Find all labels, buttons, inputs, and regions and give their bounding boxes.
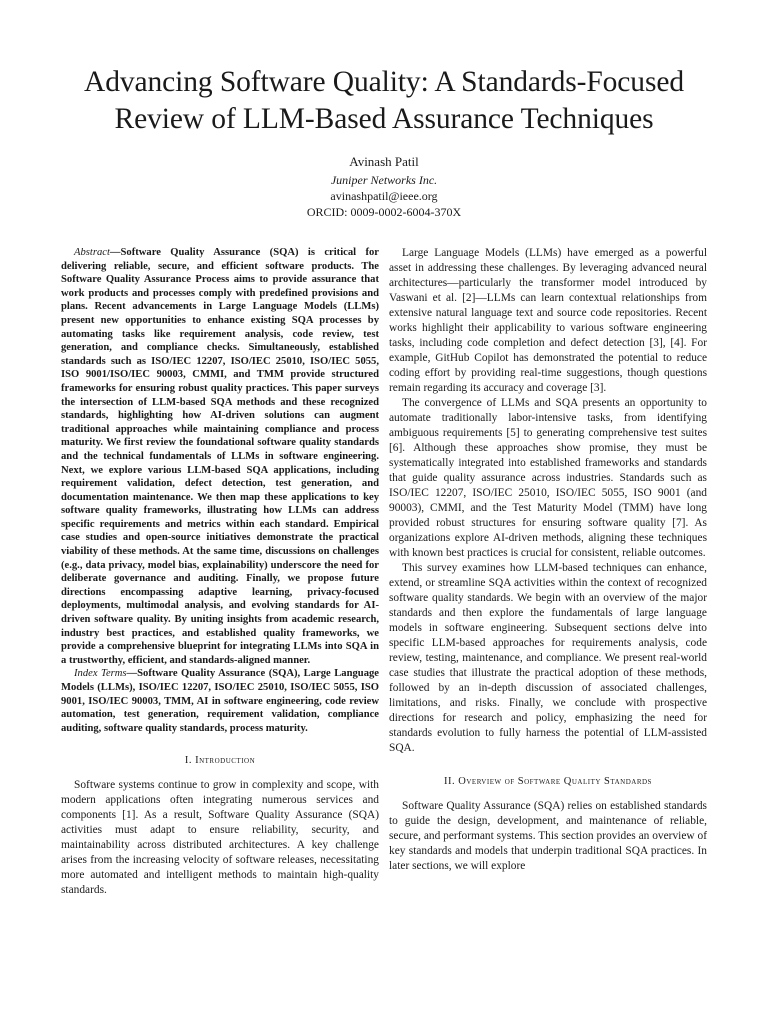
intro-paragraph-4: This survey examines how LLM-based techniques can enhance, extend, or streamline SQA activities within the context of recognized software quality standards. We begin with an overview of the major standards and then explore the fundamentals of large language models in software engineering. Subsequent sections delve into specific LLM-based approaches for requirements analysis, code review, testing, maintenance, and compliance. We present real-world case studies that illustrate the practical adoption of these methods, followed by an in-depth discussion of associated challenges, limitations, and risks. Finally, we conclude with prospective directions for research and policy, emphasizing the need for standards evolution to fully harness the potential of LLM-assisted SQA. <box>389 562 707 754</box>
abstract-text: —Software Quality Assurance (SQA) is critical for delivering reliable, secure, and efficient software products. The Software Quality Assurance Process aims to provide assurance that work products and processes comply with predefined provisions and plans. Recent advancements in Large Language Models (LLMs) present new opportunities to enhance existing SQA processes by automating tasks like requirement analysis, code review, test generation, and compliance checks. Simultaneously, established standards such as ISO/IEC 12207, ISO/IEC 25010, ISO/IEC 5055, ISO 9001/ISO/IEC 90003, CMMI, and TMM provide structured frameworks for ensuring robust quality practices. This paper surveys the intersection of LLM-based SQA methods and these recognized standards, highlighting how AI-driven solutions can augment traditional approaches while maintaining compliance and process maturity. We first review the foundational software quality standards and the technical fundamentals of LLMs in software engineering. Next, we explore various LLM-based SQA applications, including requirement validation, defect detection, test generation, and documentation maintenance. We then map these applications to key software quality frameworks, illustrating how LLMs can address specific requirements and metrics within each standard. Empirical case studies and open-source initiatives demonstrate the practical viability of these methods. At the same time, discussions on challenges (e.g., data privacy, model bias, explainability) underscore the need for deliberate governance and auditing. Finally, we propose future directions encompassing adaptive learning, privacy-focused deployments, multimodal analysis, and evolving standards for AI-driven software quality. By uniting insights from academic research, industry best practices, and established quality frameworks, we provide a comprehensive blueprint for integrating LLMs into SQA in a trustworthy, efficient, and standards-aligned manner. <box>61 247 379 666</box>
intro-paragraph-3: The convergence of LLMs and SQA presents an opportunity to automate traditionally labor-intensive tasks, from identifying ambiguous requirements [5] to generating comprehensive test suites [6]. Although these approaches show promise, they must be systematically integrated into established frameworks and standards that guide quality assurance across industries. Standards such as ISO/IEC 12207, ISO/IEC 25010, ISO/IEC 5055, ISO 9001 (and 90003), CMMI, and the Test Maturity Model (TMM) have long provided robust structures for ensuring software quality [7]. As organizations explore AI-driven methods, aligning these techniques with known best practices is crucial for consistent, reliable outcomes. <box>389 397 707 559</box>
section-number: I. <box>184 755 192 767</box>
left-column <box>61 246 379 898</box>
intro-paragraph-1: Software systems continue to grow in complexity and scope, with modern applications often integrating numerous services and components [1]. As a result, Software Quality Assurance (SQA) activities must adapt to ensure reliability, security, and maintainability across distributed architectures. A key challenge arises from the increasing velocity of software releases, necessitating more automated and intelligent methods to maintain high-quality standards. <box>61 779 379 897</box>
author-name: Avinash Patil <box>349 154 419 169</box>
paper-title: Advancing Software Quality: A Standards-Focused Review of LLM-Based Assurance Techniques <box>84 66 684 135</box>
author-email: avinashpatil@ieee.org <box>330 189 438 203</box>
right-column <box>389 246 707 874</box>
intro-paragraph-2: Large Language Models (LLMs) have emerged as a powerful asset in addressing these challenges. By leveraging advanced neural architectures—particularly the transformer model introduced by Vaswani et al. [2]—LLMs can learn contextual relationships from extensive natural language text and source code repositories. Recent works highlight their applicability to various software engineering tasks, including code completion and defect detection [3], [4]. For example, GitHub Copilot has demonstrated the potential to reduce coding effort by providing real-time suggestions, though questions remain regarding its accuracy and coverage [3]. <box>389 247 707 394</box>
abstract <box>61 246 379 667</box>
abstract-label: Abstract <box>74 247 110 258</box>
author-block <box>0 154 768 220</box>
section-title: Introduction <box>195 755 256 767</box>
index-terms-label: Index Terms <box>74 668 127 680</box>
section-number: II. <box>444 776 456 787</box>
section-heading-overview <box>389 774 707 789</box>
author-orcid: ORCID: 0009-0002-6004-370X <box>306 205 462 219</box>
overview-paragraph-1: Software Quality Assurance (SQA) relies on established standards to guide the design, development, and maintenance of reliable, secure, and performant systems. This section provides an overview of key standards and models that underpin traditional SQA practices. In later sections, we will explore <box>389 800 707 872</box>
section-title: Overview of Software Quality Standards <box>458 776 652 787</box>
author-affiliation: Juniper Networks Inc. <box>330 173 438 187</box>
index-terms <box>61 667 379 735</box>
section-heading-introduction <box>61 753 379 768</box>
index-terms-text: —Software Quality Assurance (SQA), Large Language Models (LLMs), ISO/IEC 12207, ISO/IEC 25010, ISO/IEC 5055, ISO 9001, ISO/IEC 90003, TMM, AI in software engineering, code review automation, test generation, requirement validation, compliance auditing, software quality standards, process maturity. <box>61 668 379 734</box>
